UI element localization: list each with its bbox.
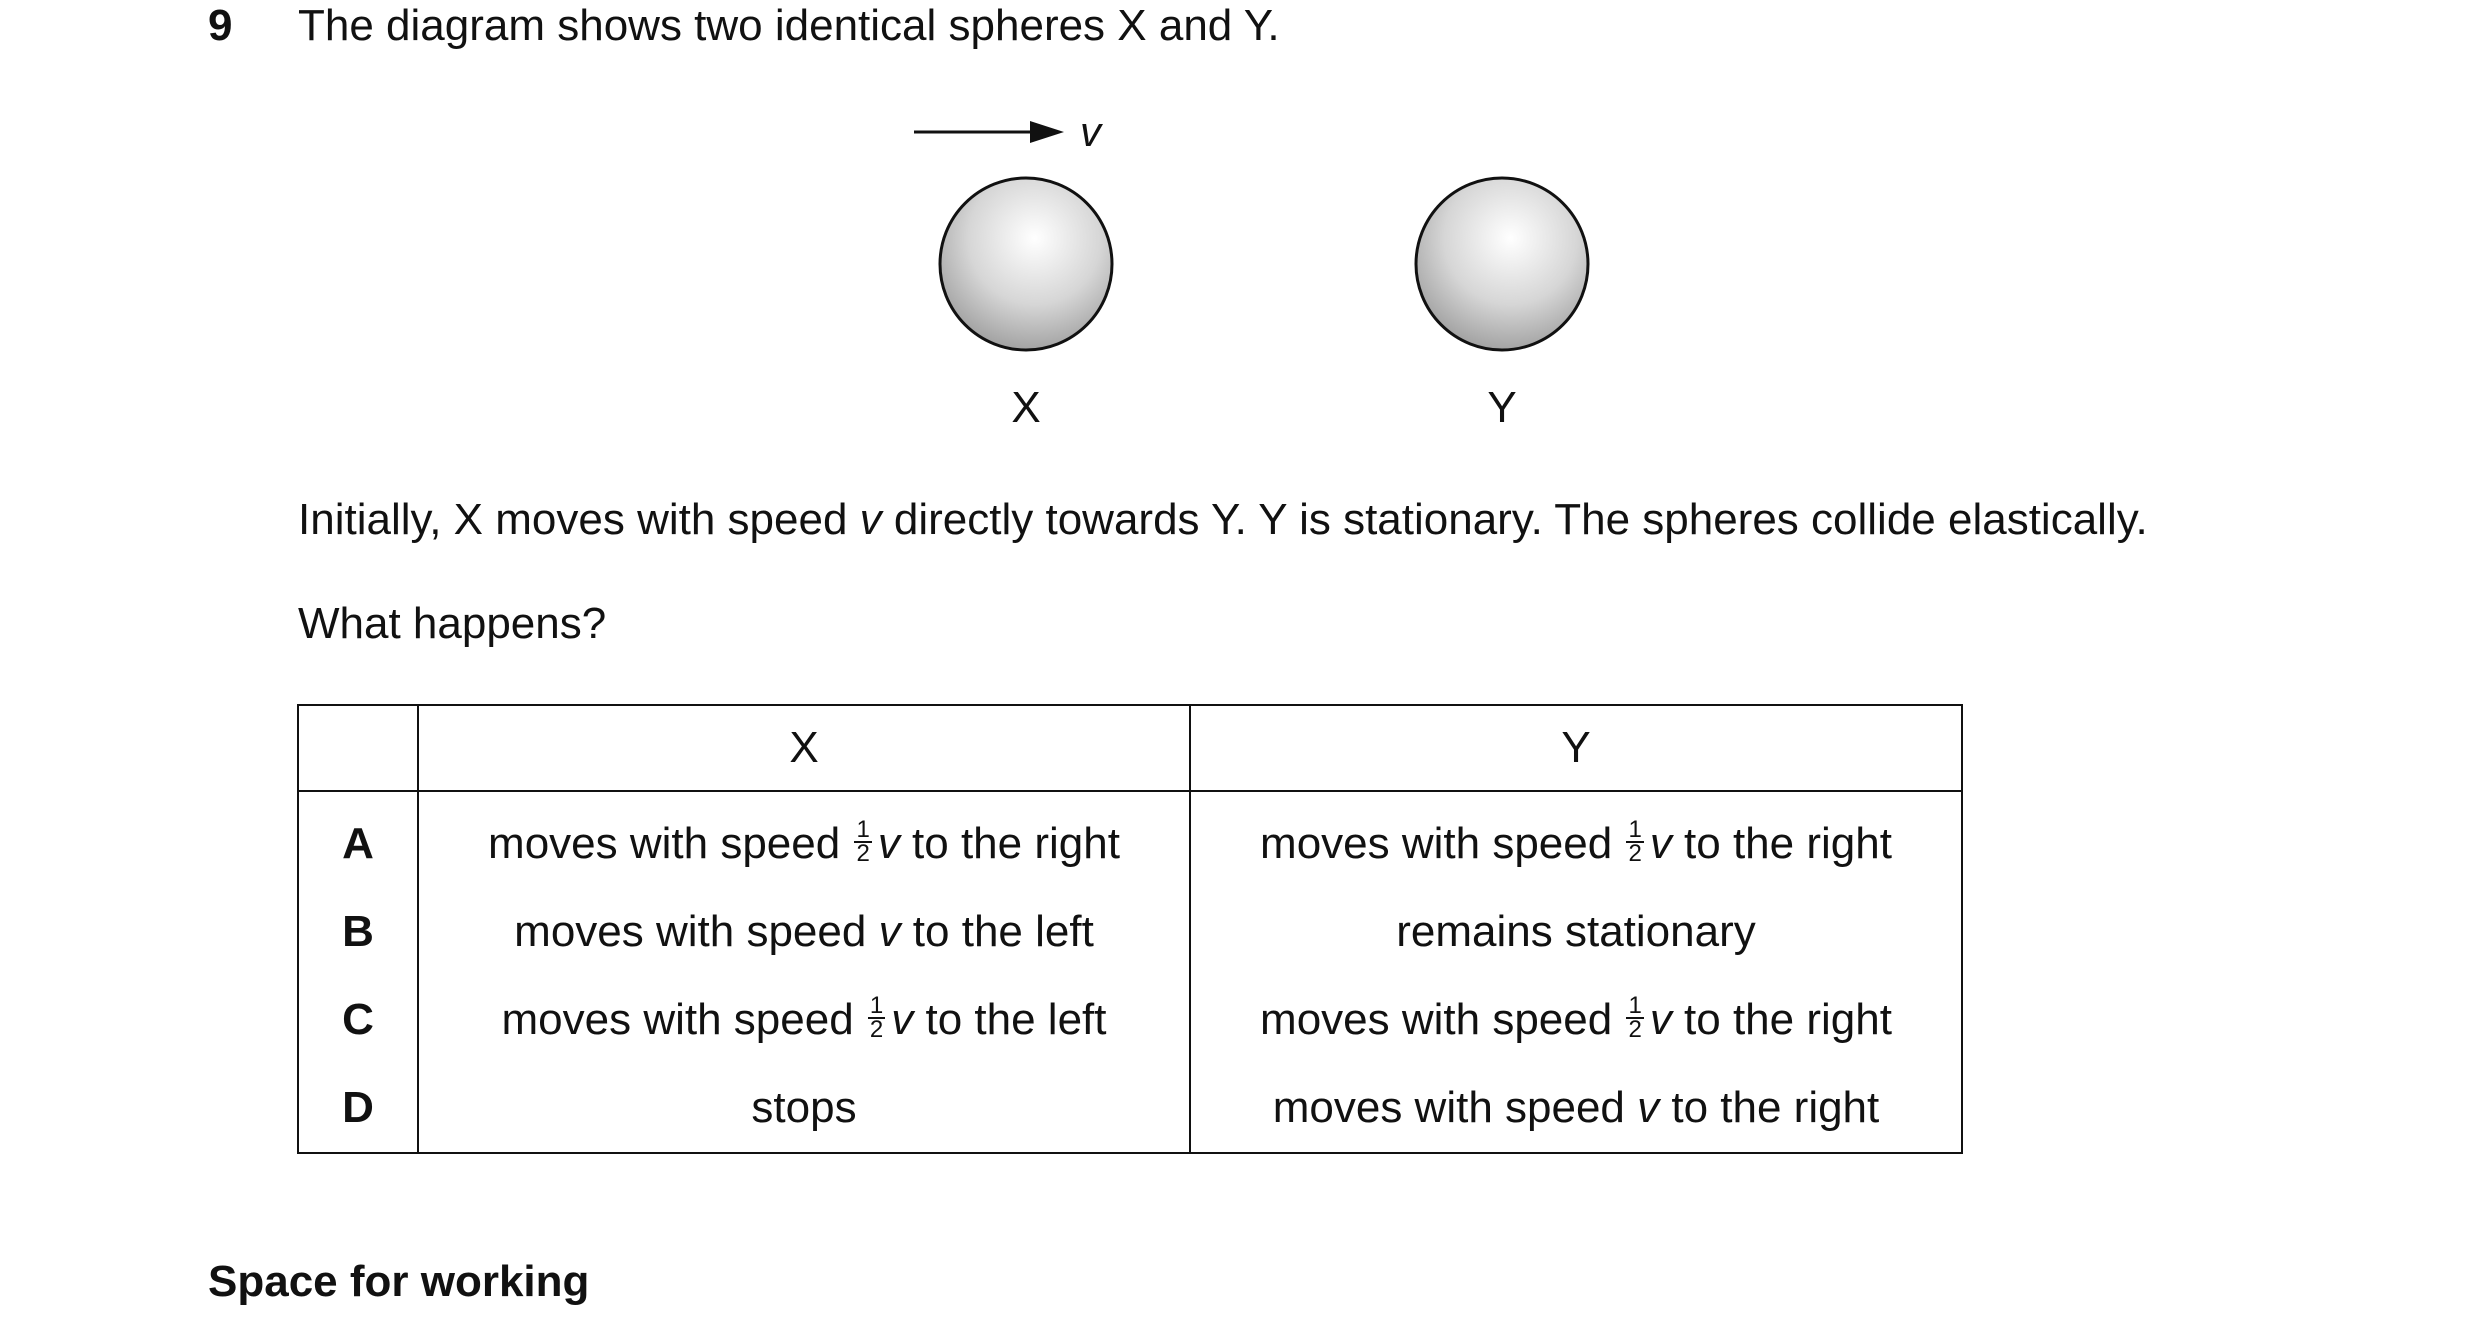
speed-variable: v [877, 818, 900, 868]
answer-options-table [297, 704, 1963, 1154]
fraction-numerator: 1 [869, 992, 884, 1020]
speed-variable: v [859, 495, 882, 544]
table-header-row [298, 705, 1962, 791]
velocity-arrow [914, 121, 1064, 143]
initial-text-part2: directly towards Y. Y is stationary. The spheres collide elastically. [881, 495, 2148, 544]
cell-text: to the right [1671, 818, 1892, 868]
cell-text: to the right [899, 818, 1120, 868]
option-row-a [298, 791, 1962, 888]
fraction-denominator: 2 [1628, 1016, 1642, 1044]
cell-text: moves with speed [488, 818, 853, 868]
fraction [1626, 992, 1643, 1044]
sphere-y-label: Y [1487, 383, 1517, 432]
fraction-numerator: 1 [1628, 816, 1642, 844]
space-for-working-label: Space for working [208, 1257, 590, 1306]
sphere-x [940, 178, 1112, 350]
speed-variable: v [878, 907, 901, 956]
question-stem: The diagram shows two identical spheres X and Y. [298, 1, 1280, 50]
sphere-y [1416, 178, 1588, 350]
option-d-y-cell [1190, 1064, 1962, 1153]
option-row-c [298, 976, 1962, 1064]
spheres-diagram [0, 0, 2480, 460]
header-x: X [418, 705, 1190, 791]
option-a-y-cell [1190, 791, 1962, 888]
option-letter: A [298, 791, 418, 888]
cell-text: moves with speed [1260, 818, 1625, 868]
option-letter: B [298, 888, 418, 976]
cell-text: moves with speed [1260, 994, 1625, 1044]
fraction [854, 816, 871, 868]
speed-variable: v [1637, 1083, 1660, 1132]
initial-conditions-text [298, 494, 2148, 546]
option-row-b [298, 888, 1962, 976]
cell-text: to the right [1671, 994, 1892, 1044]
velocity-label: v [1080, 108, 1101, 155]
speed-variable: v [1649, 818, 1672, 868]
initial-text-part1: Initially, X moves with speed [298, 495, 860, 544]
sphere-x-label: X [1011, 383, 1041, 432]
option-d-x-cell: stops [418, 1064, 1190, 1153]
option-row-d [298, 1064, 1962, 1153]
cell-text: moves with speed [1272, 1083, 1638, 1132]
fraction-numerator: 1 [1628, 992, 1642, 1020]
option-b-x-cell [418, 888, 1190, 976]
option-c-x-cell [418, 976, 1190, 1064]
option-letter: C [298, 976, 418, 1064]
fraction-numerator: 1 [856, 816, 870, 844]
fraction-denominator: 2 [1628, 840, 1642, 868]
cell-text: moves with speed [514, 907, 879, 956]
cell-text: to the right [1659, 1083, 1880, 1132]
option-letter: D [298, 1064, 418, 1153]
header-blank-cell [298, 705, 418, 791]
header-y: Y [1190, 705, 1962, 791]
question-number: 9 [208, 1, 233, 50]
option-c-y-cell [1190, 976, 1962, 1064]
speed-variable: v [891, 994, 914, 1044]
question-prompt: What happens? [298, 599, 607, 648]
cell-text: moves with speed [501, 994, 866, 1044]
fraction [1626, 816, 1643, 868]
fraction [868, 992, 885, 1044]
cell-text: to the left [913, 994, 1107, 1044]
speed-variable: v [1649, 994, 1672, 1044]
cell-text: to the left [900, 907, 1094, 956]
fraction-denominator: 2 [856, 840, 870, 868]
option-a-x-cell [418, 791, 1190, 888]
fraction-denominator: 2 [869, 1016, 884, 1044]
option-b-y-cell: remains stationary [1190, 888, 1962, 976]
